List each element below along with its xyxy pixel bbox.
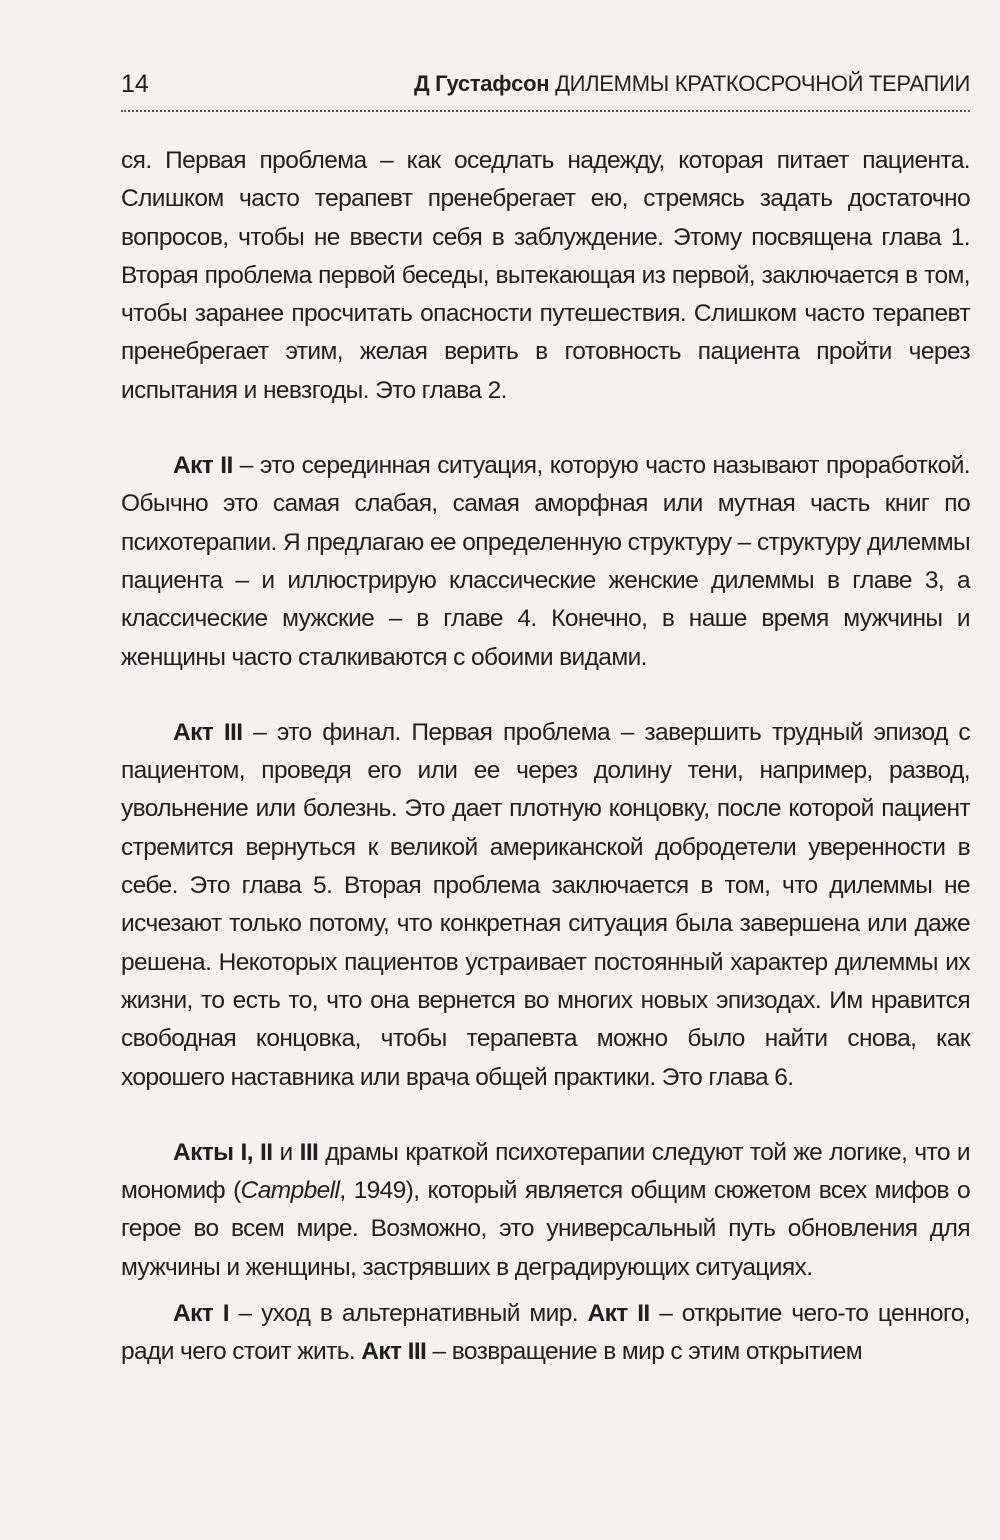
term-acts-1-2: Акты I, II [173, 1138, 273, 1166]
term-act-1: Акт I [173, 1300, 229, 1328]
running-title [414, 71, 970, 97]
paragraph-acts-all [121, 1134, 970, 1287]
paragraph-1: ся. Первая проблема – как оседлать надежду, которая питает пациента. Слишком часто терапевт пренебрегает ею, стремясь задать достаточно вопросов, чтобы не ввести себя в заблуждение. Этому посвящена глава 1. Вторая проблема первой беседы, вытекающая из первой, заключается в том, чтобы заранее просчитать опасности путешествия. Слишком часто терапевт пренебрегает этим, желая верить в готовность пациента пройти через испытания и невзгоды. Это глава 2. [121, 147, 970, 404]
summary-text-3: – возвращение в мир с этим открытием [426, 1338, 863, 1366]
conjunction: и [272, 1138, 300, 1166]
summary-text-2: – открытие чего-то ценного, ради чего стоит жить. [121, 1300, 970, 1366]
running-header [121, 62, 970, 112]
page-number: 14 [121, 70, 149, 98]
paragraph-act-3 [121, 714, 970, 1097]
term-act-3: Акт III [173, 718, 243, 746]
paragraph-acts-summary [121, 1295, 970, 1372]
author-name: Д Густафсон [413, 71, 550, 96]
paragraph-acts-text-b: , 1949), который является общим сюжетом всех мифов о герое во всем мире. Возможно, это универсальный путь обновления для мужчины и женщины, застрявших в деградирующих ситуациях. [121, 1177, 970, 1281]
term-act-2b: Акт II [587, 1300, 650, 1328]
book-title: ДИЛЕММЫ КРАТКОСРОЧНОЙ ТЕРАПИИ [555, 71, 970, 96]
paragraph-act-3-text: – это финал. Первая проблема – завершить трудный эпизод с пациентом, проведя его или ее через долину тени, например, развод, увольнение или болезнь. Это дает плотную концовку, после которой пациент стремится вернуться к великой американской добродетели уверенности в себе. Это глава 5. Вторая проблема заключается в том, что дилеммы не исчезают только потому, что конкретная ситуация была завершена или даже решена. Некоторых пациентов устраивает постоянный характер дилеммы их жизни, то есть то, что она вернется во многих новых эпизодах. Им нравится свободная концовка, чтобы терапевта можно было найти снова, как хорошего наставника или врача общей практики. Это глава 6. [121, 718, 970, 1091]
citation-author: Campbell [240, 1177, 340, 1205]
term-act-3-short: III [299, 1138, 319, 1166]
body-text [121, 142, 970, 1372]
summary-text-1: – уход в альтернативный мир. [228, 1300, 588, 1328]
term-act-2: Акт II [173, 452, 233, 480]
term-act-3b: Акт III [361, 1338, 427, 1366]
paragraph-acts-text-a: драмы краткой психотерапии следуют той же логике, что и мономиф ( [121, 1138, 971, 1205]
paragraph-act-2 [121, 447, 970, 677]
paragraph-act-2-text: – это серединная ситуация, которую часто называют проработкой. Обычно это самая слабая, самая аморфная или мутная часть книг по психотерапии. Я предлагаю ее определенную структуру – структуру дилеммы пациента – и иллюстрирую классические женские дилеммы в главе 3, а классические мужские – в главе 4. Конечно, в наше время мужчины и женщины часто сталкиваются с обоими видами. [121, 452, 971, 671]
